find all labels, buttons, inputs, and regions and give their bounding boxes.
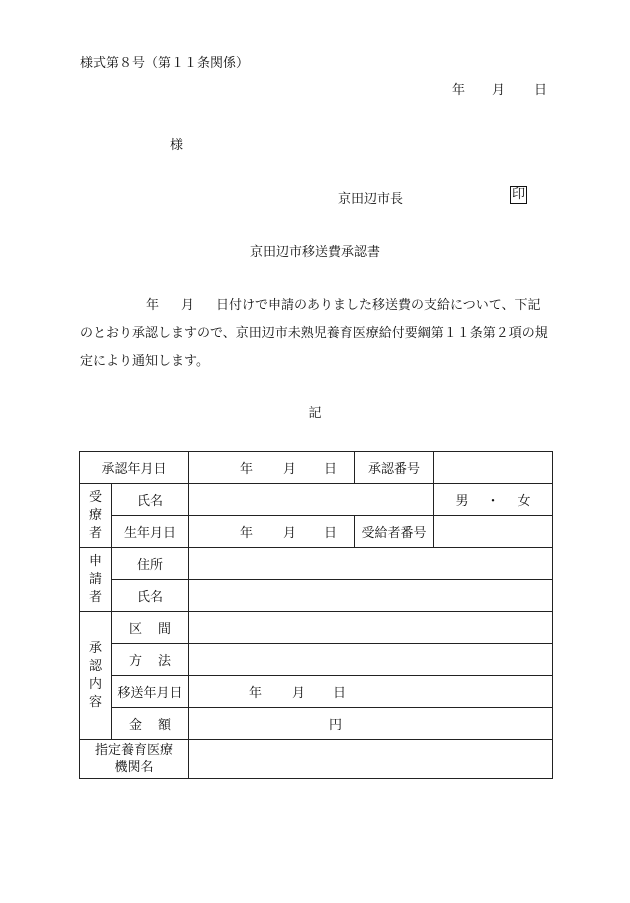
applicant-address-label: 住所 [112,548,189,580]
approval-table [79,451,553,779]
sex-choice[interactable]: 男 ・ 女 [434,484,553,516]
body-text: 日付けで申請のありました移送費の支給について、下記のとおり承認しますので、京田辺市未熟児養育医療給付要綱第１１条第２項の規定により通知します。 [80,298,548,369]
amount-value[interactable]: 円 [189,708,553,740]
table-row [80,612,553,644]
transfer-date-value[interactable]: 年 月 日 [189,676,553,708]
table-row [80,548,553,580]
document-title: 京田辺市移送費承認書 [249,245,380,260]
table-row [80,676,553,708]
body-month-label: 月 [181,298,195,313]
table-row [80,516,553,548]
patient-name-value[interactable] [189,484,434,516]
issue-day-label: 日 [534,83,548,98]
table-row [80,484,553,516]
ki-heading: 記 [308,406,322,421]
approval-date-value[interactable]: 年 月 日 [189,452,355,484]
applicant-name-label: 氏名 [112,580,189,612]
issue-date [452,79,547,98]
notice-body [80,292,550,376]
form-number: 様式第８号（第１１条関係） [80,56,250,71]
method-label: 方 法 [112,644,189,676]
applicant-group-label: 申 請 者 [80,548,112,612]
seal-mark: 印 [512,187,526,202]
approval-number-label: 承認番号 [355,452,434,484]
issue-month-label: 月 [492,83,506,98]
birth-date-value[interactable]: 年 月 日 [189,516,355,548]
patient-name-label: 氏名 [112,484,189,516]
approval-date-label: 承認年月日 [80,452,189,484]
applicant-name-value[interactable] [189,580,553,612]
table-row [80,580,553,612]
table-row [80,644,553,676]
issuer-name: 京田辺市長 [338,192,404,207]
institution-value[interactable] [189,740,553,779]
institution-label: 指定養育医療 機関名 [80,740,189,779]
recipient-number-value[interactable] [434,516,553,548]
table-row [80,708,553,740]
amount-label: 金 額 [112,708,189,740]
table-row [80,740,553,779]
patient-group-label: 受 療 者 [80,484,112,548]
transfer-date-label: 移送年月日 [112,676,189,708]
approval-content-group-label: 承 認 内 容 [80,612,112,740]
recipient-number-label: 受給者番号 [355,516,434,548]
section-value[interactable] [189,612,553,644]
addressee-suffix: 様 [170,138,184,153]
body-year-label: 年 [146,298,160,313]
approval-number-value[interactable] [434,452,553,484]
section-label: 区 間 [112,612,189,644]
issue-year-label: 年 [452,83,466,98]
method-value[interactable] [189,644,553,676]
table-row [80,452,553,484]
applicant-address-value[interactable] [189,548,553,580]
birth-date-label: 生年月日 [112,516,189,548]
